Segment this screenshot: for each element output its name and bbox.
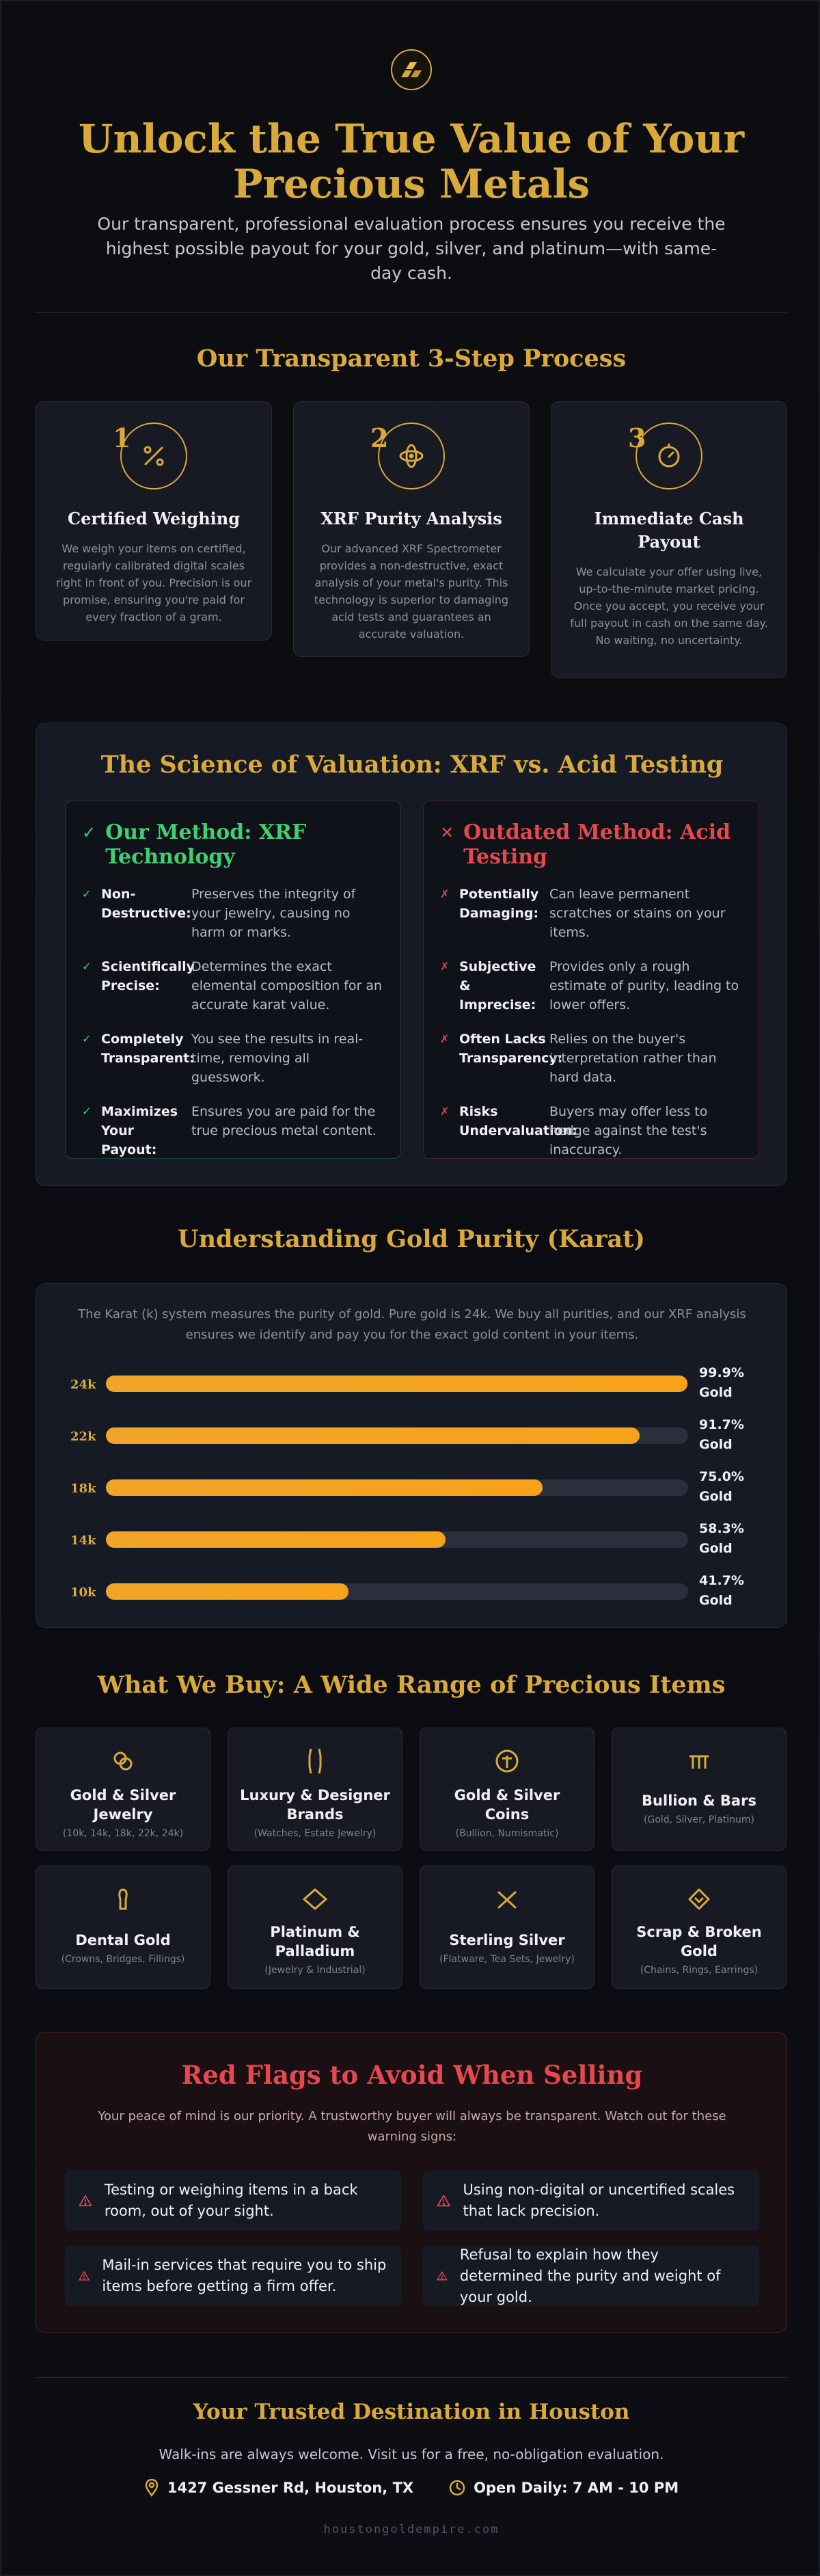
- red-flag-item: [423, 2246, 759, 2306]
- karat-unit: Gold: [699, 1385, 733, 1400]
- karat-bar-fill: [106, 1427, 640, 1444]
- karat-percent: 58.3%: [699, 1521, 744, 1536]
- cross-icon: ✗: [440, 960, 450, 973]
- karat-label: 18k: [70, 1481, 96, 1496]
- divider: [36, 2377, 787, 2378]
- red-flag-text: Using non-digital or uncertified scales that lack precision.: [463, 2182, 735, 2219]
- method-row-label: Non-Destructive:: [101, 887, 191, 921]
- utensils-icon: [492, 1884, 522, 1914]
- method-row-desc: You see the results in real-time, removing all guesswork.: [191, 1032, 364, 1085]
- karat-label: 14k: [70, 1533, 96, 1548]
- karat-unit: Gold: [699, 1489, 733, 1504]
- karat-label: 22k: [70, 1430, 96, 1444]
- karat-bar-fill: [106, 1531, 446, 1548]
- page-subtitle: Our transparent, professional evaluation process ensures you receive the highest possible payout for your gold, silver, and platinum—with same-day cash.: [97, 214, 726, 283]
- item-card: [228, 1728, 402, 1851]
- method-row-label: Risks Undervaluation:: [459, 1104, 577, 1138]
- karat-bar: [106, 1376, 688, 1392]
- clock-icon: [449, 2480, 465, 2496]
- website-link[interactable]: houstongoldempire.com: [323, 2523, 500, 2536]
- science-title: The Science of Valuation: XRF vs. Acid Testing: [100, 751, 724, 779]
- method-card-acid: [423, 801, 759, 1159]
- method-row: [440, 885, 742, 942]
- method-title: Outdated Method: Acid Testing: [463, 820, 731, 869]
- karat-label: 10k: [70, 1585, 96, 1600]
- method-row-desc: Preserves the integrity of your jewelry, causing no harm or marks.: [191, 887, 356, 940]
- diamond-icon: [300, 1884, 330, 1914]
- karat-title: Understanding Gold Purity (Karat): [178, 1225, 645, 1253]
- method-row-desc: Relies on the buyer's interpretation rather than hard data.: [549, 1032, 717, 1085]
- method-row: [82, 885, 384, 942]
- red-flag-item: [65, 2246, 401, 2306]
- item-sub: (Watches, Estate Jewelry): [254, 1828, 377, 1839]
- red-flags-panel: [36, 2032, 787, 2333]
- check-icon: ✓: [82, 823, 96, 842]
- step-title: Certified Weighing: [67, 509, 241, 528]
- warning-icon: [79, 2266, 90, 2285]
- footer-subtitle: Walk-ins are always welcome. Visit us for a free, no-obligation evaluation.: [159, 2446, 664, 2463]
- divider: [36, 312, 787, 313]
- address-text: 1427 Gessner Rd, Houston, TX: [167, 2480, 414, 2496]
- check-icon: ✓: [82, 887, 92, 900]
- process-title: Our Transparent 3-Step Process: [196, 345, 627, 373]
- karat-bar-fill: [106, 1376, 687, 1392]
- karat-value: [699, 1571, 767, 1611]
- red-flag-text: Mail-in services that require you to ship items before getting a firm offer.: [102, 2257, 387, 2294]
- method-row: [82, 957, 384, 1015]
- karat-unit: Gold: [699, 1437, 733, 1452]
- ring-link-icon: [108, 1746, 138, 1776]
- method-row-desc: Provides only a rough estimate of purity, leading to lower offers.: [549, 959, 739, 1012]
- item-sub: (Flatware, Tea Sets, Jewelry): [439, 1954, 575, 1965]
- karat-bar: [106, 1427, 688, 1444]
- item-name: Gold & Silver Coins: [454, 1787, 560, 1823]
- method-row: [82, 1030, 384, 1087]
- hours-text: Open Daily: 7 AM - 10 PM: [474, 2480, 679, 2496]
- karat-bar-fill: [106, 1583, 348, 1600]
- karat-label: 24k: [70, 1378, 96, 1392]
- page-title: Unlock the True Value of Your Precious Metals: [78, 116, 745, 207]
- step-title: Immediate Cash Payout: [594, 509, 744, 552]
- karat-percent: 91.7%: [699, 1417, 744, 1432]
- method-card-xrf: [65, 801, 401, 1159]
- step-text: We weigh your items on certified, regularly calibrated digital scales right in front of you. Precision is our promise, ensuring you're paid for every fraction of a gram.: [55, 542, 252, 623]
- karat-percent: 41.7%: [699, 1573, 744, 1588]
- check-icon: ✓: [82, 1032, 92, 1045]
- item-name: Platinum & Palladium: [270, 1924, 360, 1959]
- method-row-label: Potentially Damaging:: [459, 887, 539, 921]
- step-number: 1: [113, 422, 131, 453]
- item-sub: (Chains, Rings, Earrings): [640, 1965, 758, 1976]
- step-title: XRF Purity Analysis: [320, 509, 502, 528]
- karat-value: [699, 1415, 767, 1455]
- item-sub: (Bullion, Numismatic): [455, 1828, 559, 1839]
- red-flag-text: Refusal to explain how they determined the purity and weight of your gold.: [459, 2246, 721, 2305]
- step-card-xrf: [293, 401, 530, 657]
- item-card: [36, 1728, 210, 1851]
- gold-bars-icon: [391, 49, 432, 90]
- footer-title: Your Trusted Destination in Houston: [193, 2400, 630, 2424]
- karat-bar: [106, 1479, 688, 1496]
- method-row-label: Often Lacks Transparency:: [459, 1032, 563, 1066]
- item-sub: (10k, 14k, 18k, 22k, 24k): [62, 1828, 184, 1839]
- method-row-label: Completely Transparent:: [101, 1032, 195, 1066]
- hours: [449, 2479, 679, 2497]
- method-row-desc: Can leave permanent scratches or stains on your items.: [549, 887, 726, 940]
- cross-icon: ✗: [440, 1032, 450, 1045]
- karat-intro: The Karat (k) system measures the purity of gold. Pure gold is 24k. We buy all purities, and our XRF analysis ensures we identify and pay you for the exact gold content in your items.: [78, 1307, 746, 1342]
- method-row: [440, 1102, 742, 1159]
- step-card-payout: [551, 401, 787, 678]
- item-sub: (Jewelry & Industrial): [264, 1965, 366, 1976]
- items-title: What We Buy: A Wide Range of Precious Items: [97, 1671, 726, 1699]
- item-name: Luxury & Designer Brands: [240, 1787, 390, 1823]
- cross-icon: ✕: [440, 823, 454, 842]
- method-row: [440, 957, 742, 1015]
- item-card: [612, 1866, 787, 1989]
- step-number: 3: [628, 422, 646, 453]
- method-title: Our Method: XRF Technology: [105, 820, 307, 869]
- item-card: [420, 1866, 594, 1989]
- karat-bar: [106, 1531, 688, 1548]
- karat-value: [699, 1363, 767, 1403]
- warning-icon: [437, 2191, 451, 2210]
- method-row-label: Maximizes Your Payout:: [101, 1104, 178, 1157]
- cross-icon: ✗: [440, 887, 450, 900]
- coin-icon: [492, 1746, 522, 1776]
- karat-value: [699, 1519, 767, 1559]
- bars-stack-icon: [684, 1746, 714, 1776]
- red-flag-text: Testing or weighing items in a back room, out of your sight.: [104, 2182, 358, 2219]
- item-name: Dental Gold: [75, 1932, 171, 1948]
- science-panel: [36, 723, 787, 1186]
- cross-icon: ✗: [440, 1105, 450, 1118]
- recycle-icon: [684, 1884, 714, 1914]
- method-row-desc: Ensures you are paid for the true precious metal content.: [191, 1104, 377, 1138]
- step-number: 2: [370, 422, 389, 453]
- method-row: [82, 1102, 384, 1159]
- item-sub: (Gold, Silver, Platinum): [644, 1814, 754, 1825]
- karat-bar: [106, 1583, 688, 1600]
- karat-unit: Gold: [699, 1541, 733, 1556]
- item-name: Sterling Silver: [449, 1932, 565, 1948]
- item-name: Gold & Silver Jewelry: [70, 1787, 176, 1823]
- karat-percent: 99.9%: [699, 1365, 744, 1380]
- item-card: [612, 1728, 787, 1851]
- method-row-desc: Buyers may offer less to hedge against the test's inaccuracy.: [549, 1104, 708, 1157]
- item-card: [228, 1866, 402, 1989]
- check-icon: ✓: [82, 1105, 92, 1118]
- item-sub: (Crowns, Bridges, Fillings): [61, 1954, 185, 1965]
- red-flags-intro: Your peace of mind is our priority. A trustworthy buyer will always be transparent. Watch out for these warning signs:: [98, 2109, 726, 2144]
- location-pin-icon: [144, 2479, 159, 2497]
- item-name: Bullion & Bars: [642, 1793, 756, 1809]
- karat-bar-fill: [106, 1479, 543, 1496]
- red-flag-item: [65, 2171, 401, 2231]
- address[interactable]: [144, 2479, 413, 2497]
- karat-panel: [36, 1283, 787, 1628]
- karat-value: [699, 1467, 767, 1507]
- item-card: [36, 1866, 210, 1989]
- footer-info: [1, 2479, 820, 2497]
- item-card: [420, 1728, 594, 1851]
- item-name: Scrap & Broken Gold: [636, 1924, 762, 1959]
- method-row-desc: Determines the exact elemental composition for an accurate karat value.: [191, 959, 383, 1012]
- watch-icon: [300, 1746, 330, 1776]
- check-icon: ✓: [82, 960, 92, 973]
- red-flags-title: Red Flags to Avoid When Selling: [181, 2060, 643, 2090]
- tooth-icon: [108, 1884, 138, 1914]
- method-row: [440, 1030, 742, 1087]
- step-text: Our advanced XRF Spectrometer provides a non-destructive, exact analysis of your metal's purity. This technology is superior to damaging acid tests and guarantees an accurate valuation.: [314, 542, 509, 641]
- warning-icon: [437, 2266, 448, 2285]
- warning-icon: [79, 2191, 92, 2210]
- step-card-weighing: [36, 401, 272, 641]
- karat-percent: 75.0%: [699, 1469, 744, 1484]
- red-flag-item: [423, 2171, 759, 2231]
- karat-unit: Gold: [699, 1593, 733, 1608]
- step-text: We calculate your offer using live, up-to-the-minute market pricing. Once you accept, you receive your full payout in cash on the same day. No waiting, no uncertainty.: [570, 565, 768, 647]
- method-row-label: Subjective & Imprecise:: [459, 959, 536, 1012]
- method-row-label: Scientifically Precise:: [101, 959, 195, 993]
